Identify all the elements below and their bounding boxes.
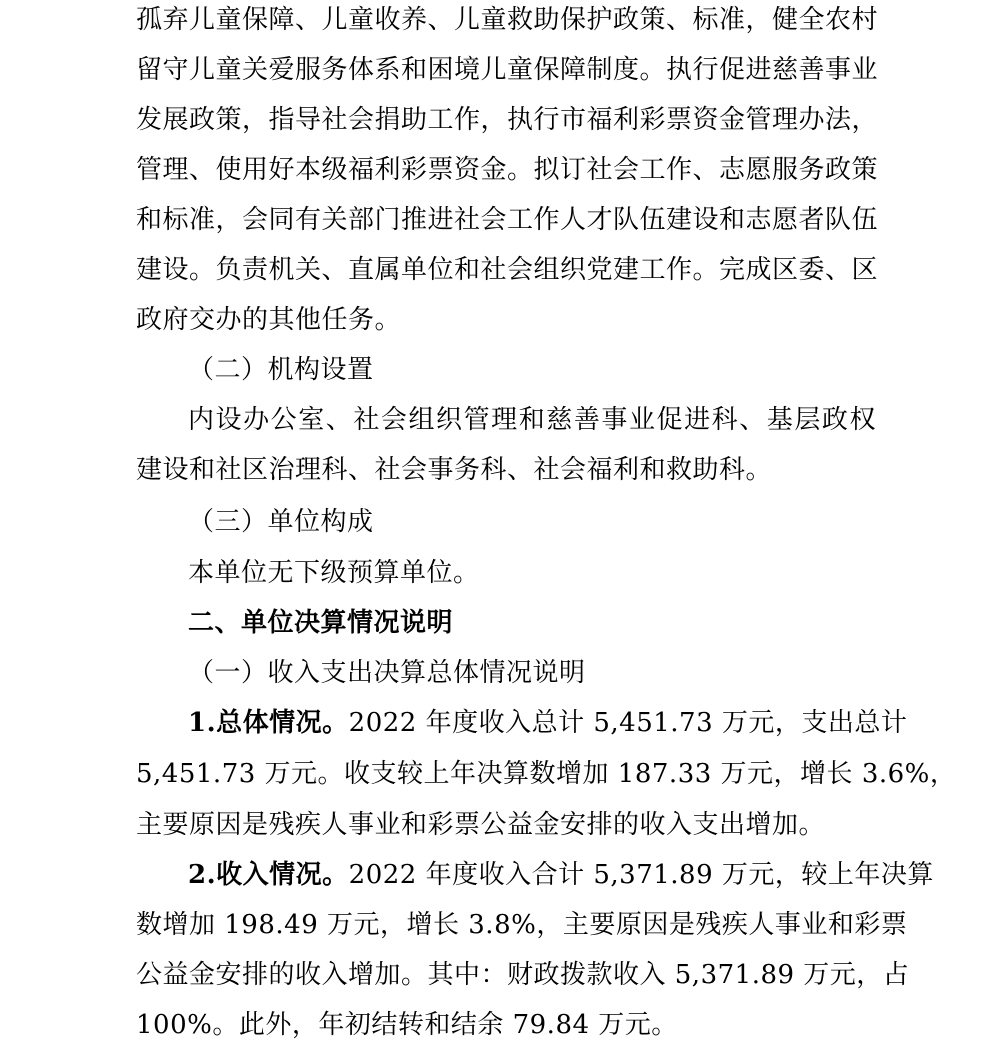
section-2-heading: （二）机构设置 [188,355,374,385]
overall-paragraph-line-3: 主要原因是残疾人事业和彩票公益金安排的收入支出增加。 [136,810,826,840]
body-line-5: 和标准，会同有关部门推进社会工作人才队伍建设和志愿者队伍 [136,205,879,235]
body-line-7: 政府交办的其他任务。 [136,305,402,335]
overall-label: 1.总体情况。 [188,708,349,738]
income-paragraph-line-4: 100%。此外，年初结转和结余 79.84 万元。 [136,1010,678,1040]
section-3-heading: （三）单位构成 [188,507,374,537]
part-2-sub-heading: （一）收入支出决算总体情况说明 [188,658,586,688]
income-paragraph-line-1 [188,850,934,900]
body-line-1: 孤弃儿童保障、儿童收养、儿童救助保护政策、标准，健全农村 [136,5,879,35]
income-label: 2.收入情况。 [188,860,349,890]
body-line-3: 发展政策，指导社会捐助工作，执行市福利彩票资金管理办法， [136,105,879,135]
section-2-line-2: 建设和社区治理科、社会事务科、社会福利和救助科。 [136,455,773,485]
overall-paragraph-line-1 [188,698,908,748]
section-2-line-1: 内设办公室、社会组织管理和慈善事业促进科、基层政权 [188,405,876,435]
body-line-4: 管理、使用好本级福利彩票资金。拟订社会工作、志愿服务政策 [136,155,879,185]
income-line-1-text: 2022 年度收入合计 5,371.89 万元，较上年决算 [348,860,934,890]
part-2-heading: 二、单位决算情况说明 [188,608,454,638]
income-paragraph-line-2: 数增加 198.49 万元，增长 3.8%，主要原因是残疾人事业和彩票 [136,910,908,940]
body-line-2: 留守儿童关爱服务体系和困境儿童保障制度。执行促进慈善事业 [136,55,879,85]
overall-line-1-text: 2022 年度收入总计 5,451.73 万元，支出总计 [348,708,908,738]
income-paragraph-line-3: 公益金安排的收入增加。其中：财政拨款收入 5,371.89 万元，占 [136,960,910,990]
section-3-text: 本单位无下级预算单位。 [188,558,480,588]
body-line-6: 建设。负责机关、直属单位和社会组织党建工作。完成区委、区 [136,255,879,285]
overall-paragraph-line-2: 5,451.73 万元。收支较上年决算数增加 187.33 万元，增长 3.6%， [136,759,957,789]
